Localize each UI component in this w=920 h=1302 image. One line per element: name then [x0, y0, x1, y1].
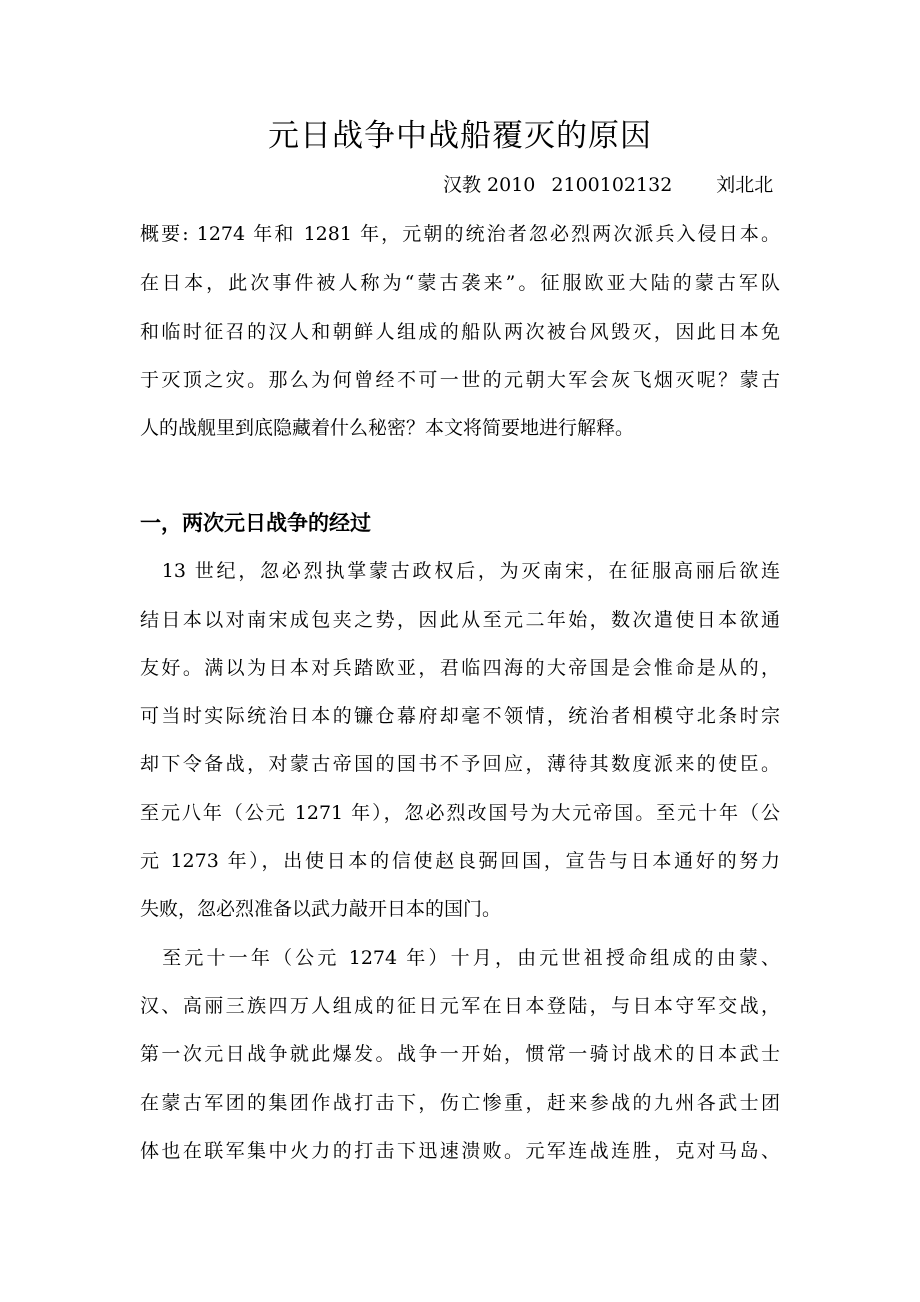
paragraph-line: 可当时实际统治日本的镰仓幕府却毫不领情，统治者相模守北条时宗	[140, 705, 780, 727]
paragraph-line: 元 1273 年），出使日本的信使赵良弼回国，宣告与日本通好的努力	[140, 850, 780, 872]
paragraph-line: 失败，忽必烈准备以武力敲开日本的国门。	[140, 898, 502, 920]
paragraph-line: 却下令备战，对蒙古帝国的国书不予回应，薄待其数度派来的使臣。	[140, 753, 780, 775]
paragraph-line: 体也在联军集中火力的打击下迅速溃败。元军连战连胜，克对马岛、	[140, 1140, 780, 1162]
abstract-line: 于灭顶之灾。那么为何曾经不可一世的元朝大军会灰飞烟灭呢？蒙古	[140, 369, 780, 391]
paragraph-line: 第一次元日战争就此爆发。战争一开始，惯常一骑讨战术的日本武士	[140, 1043, 780, 1065]
abstract-line: 和临时征召的汉人和朝鲜人组成的船队两次被台风毁灭，因此日本免	[140, 321, 780, 343]
author-class: 汉教 2010	[443, 174, 536, 196]
abstract-line: 在日本，此次事件被人称为“蒙古袭来”。征服欧亚大陆的蒙古军队	[140, 272, 780, 294]
paragraph-line: 13 世纪，忽必烈执掌蒙古政权后，为灭南宋，在征服高丽后欲连	[140, 560, 780, 582]
paragraph-line: 结日本以对南宋成包夹之势，因此从至元二年始，数次遣使日本欲通	[140, 609, 780, 631]
byline	[443, 167, 773, 203]
paragraph-line: 在蒙古军团的集团作战打击下，伤亡惨重，赶来参战的九州各武士团	[140, 1092, 780, 1114]
page-title: 元日战争中战船覆灭的原因	[268, 118, 652, 154]
section-heading: 一，两次元日战争的经过	[140, 511, 371, 535]
author-name: 刘北北	[716, 174, 774, 196]
paragraph-line: 至元八年（公元 1271 年），忽必烈改国号为大元帝国。至元十年（公	[140, 802, 780, 824]
abstract-line: 人的战舰里到底隐藏着什么秘密？本文将简要地进行解释。	[140, 417, 635, 439]
abstract-line: 概要: 1274 年和 1281 年，元朝的统治者忽必烈两次派兵入侵日本。	[140, 223, 780, 245]
paragraph-line: 汉、高丽三族四万人组成的征日元军在日本登陆，与日本守军交战，	[140, 995, 780, 1017]
paragraph-line: 友好。满以为日本对兵踏欧亚，君临四海的大帝国是会惟命是从的，	[140, 657, 780, 679]
paragraph-line: 至元十一年（公元 1274 年）十月，由元世祖授命组成的由蒙、	[140, 947, 780, 969]
student-id: 2100102132	[551, 174, 673, 196]
